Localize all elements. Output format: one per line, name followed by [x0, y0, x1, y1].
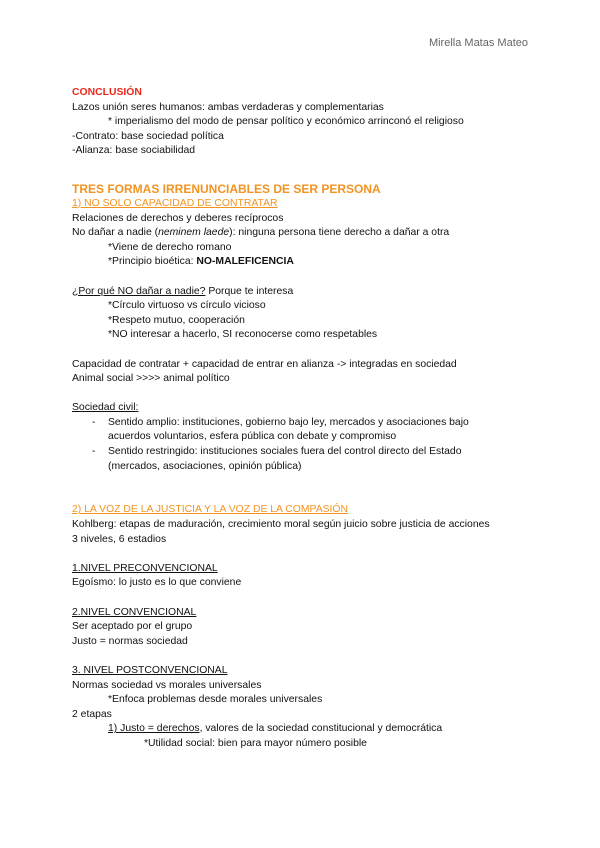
section-heading: TRES FORMAS IRRENUNCIABLES DE SER PERSONA [72, 181, 381, 196]
level-heading: 2.NIVEL CONVENCIONAL [72, 606, 197, 618]
document-body [72, 86, 542, 752]
author-name: Mirella Matas Mateo [428, 37, 528, 49]
text-line: 3 niveles, 6 estadios [72, 533, 167, 545]
conclusion-heading: CONCLUSIÓN [72, 87, 142, 98]
bullet-continuation: (mercados, asociaciones, opinión pública) [108, 460, 302, 472]
text-span: ): ninguna persona tiene derecho a dañar a otra [229, 227, 450, 239]
text-line [72, 255, 542, 270]
text-line: Justo = normas sociedad [72, 635, 188, 647]
text-line: *Utilidad social: bien para mayor número posible [144, 737, 367, 749]
text-line: Ser aceptado por el grupo [72, 621, 193, 633]
text-line: Normas sociedad vs morales universales [72, 679, 262, 691]
level-heading: 3. NIVEL POSTCONVENCIONAL [72, 664, 228, 676]
conclusion-line: -Alianza: base sociabilidad [72, 145, 196, 157]
bullet-continuation: acuerdos voluntarios, esfera pública con debate y compromiso [108, 431, 397, 443]
latin-term: neminem laede [158, 227, 230, 239]
bullet-item: - Sentido amplio: instituciones, gobierno bajo ley, mercados y asociaciones bajo [72, 416, 542, 431]
text-line: *NO interesar a hacerlo, SI reconocerse como respetables [108, 329, 378, 341]
subsection-heading: 2) LA VOZ DE LA JUSTICIA Y LA VOZ DE LA COMPASIÓN [72, 504, 349, 516]
question-underlined: ¿Por qué NO dañar a nadie? [72, 285, 206, 297]
text-line: Egoísmo: lo justo es lo que conviene [72, 577, 242, 589]
sociedad-civil-heading: Sociedad civil: [72, 402, 139, 414]
text-line [72, 722, 542, 737]
conclusion-line: * imperialismo del modo de pensar político y económico arrinconó el religioso [108, 116, 464, 128]
text-line: Relaciones de derechos y deberes recíprocos [72, 212, 284, 224]
text-line: *Viene de derecho romano [108, 241, 232, 253]
text-span: No dañar a nadie ( [72, 227, 159, 239]
text-line [72, 226, 542, 241]
bullet-item: - Sentido restringido: instituciones sociales fuera del control directo del Estado [72, 445, 542, 460]
conclusion-line: Lazos unión seres humanos: ambas verdaderas y complementarias [72, 101, 384, 113]
text-line: Animal social >>>> animal político [72, 373, 230, 385]
text-line: *Respeto mutuo, cooperación [108, 314, 245, 326]
level-heading: 1.NIVEL PRECONVENCIONAL [72, 562, 218, 574]
text-line: 2 etapas [72, 708, 112, 720]
conclusion-line: -Contrato: base sociedad política [72, 130, 224, 142]
question-line [72, 285, 542, 300]
text-line: Capacidad de contratar + capacidad de entrar en alianza -> integradas en sociedad [72, 358, 457, 370]
text-line: *Enfoca problemas desde morales universales [108, 694, 323, 706]
text-underlined: 1) Justo = derechos [108, 723, 200, 735]
text-span: *Principio bioética: [108, 256, 197, 268]
text-line: *Círculo virtuoso vs círculo vicioso [108, 300, 266, 312]
text-span: , valores de la sociedad constitucional y democrática [199, 723, 443, 735]
bold-term: NO-MALEFICENCIA [196, 256, 294, 268]
text-span: Porque te interesa [205, 285, 294, 297]
subsection-heading: 1) NO SOLO CAPACIDAD DE CONTRATAR [72, 197, 278, 209]
text-line: Kohlberg: etapas de maduración, crecimiento moral según juicio sobre justicia de acciones [72, 519, 490, 531]
